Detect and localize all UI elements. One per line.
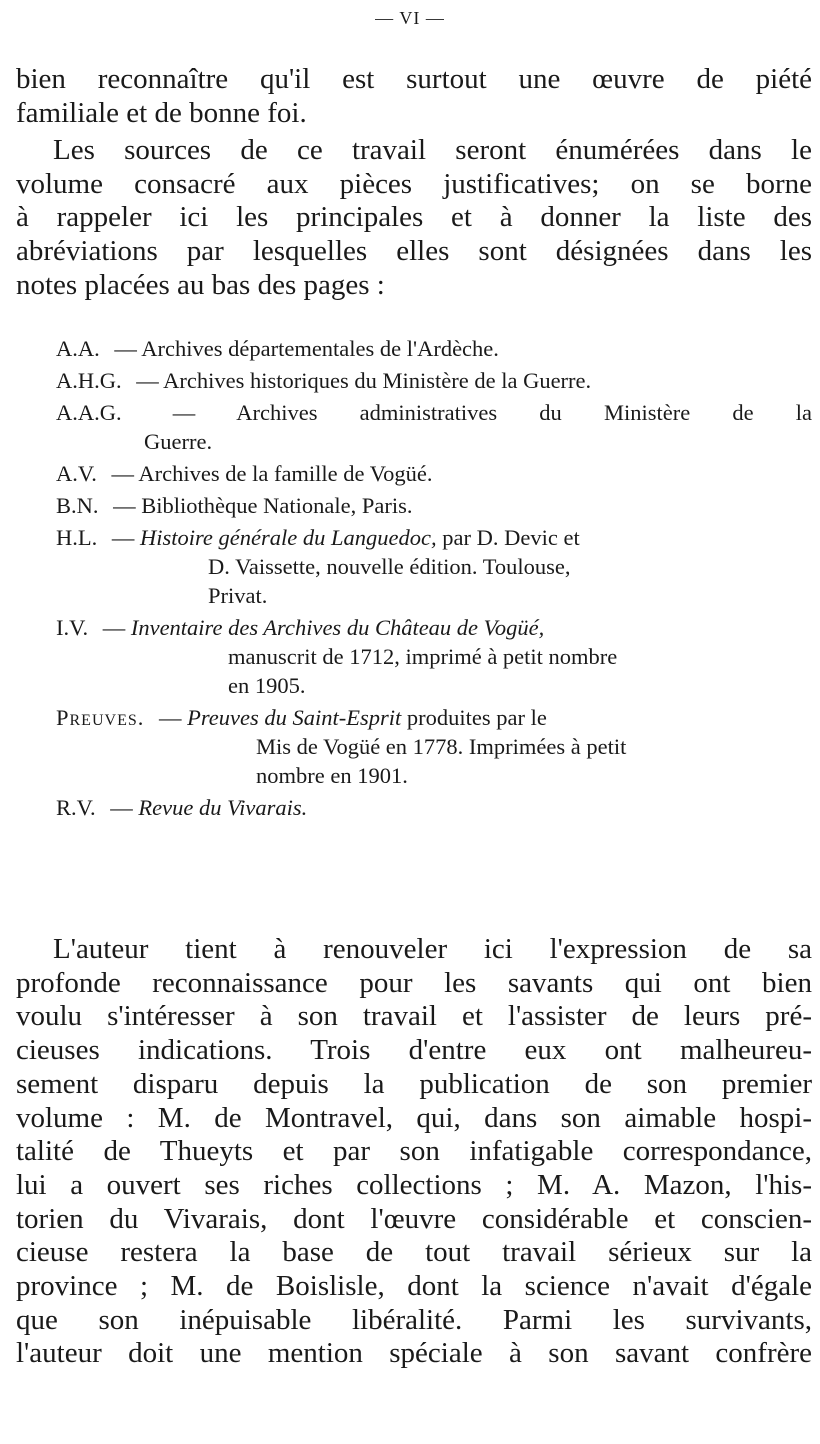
abbreviation-entry bbox=[56, 398, 812, 456]
abbreviation-key: B.N. bbox=[56, 493, 99, 518]
abbreviation-key: R.V. bbox=[56, 795, 96, 820]
abbreviation-key: I.V. bbox=[56, 615, 89, 640]
abbreviation-key: A.A. bbox=[56, 336, 100, 361]
abbreviation-key: Preuves. bbox=[56, 705, 145, 730]
text-line: bien reconnaître qu'il est surtout une œuvre de piété bbox=[16, 63, 812, 95]
text-line: Les sources de ce travail seront énumérées dans le bbox=[53, 134, 812, 166]
abbreviation-text: Archives départementales de l'Ardèche. bbox=[141, 336, 499, 361]
abbreviation-key: A.V. bbox=[56, 461, 97, 486]
paragraph-sources bbox=[16, 134, 812, 303]
abbreviation-entry bbox=[56, 366, 812, 395]
text-line: L'auteur tient à renouveler ici l'expression de sa bbox=[53, 933, 812, 965]
abbreviation-entry bbox=[56, 793, 812, 822]
abbreviation-title: Inventaire des Archives du Château de Vogüé, bbox=[130, 615, 545, 640]
abbreviation-text: manuscrit de 1712, imprimé à petit nombre bbox=[228, 644, 618, 669]
abbreviation-text: Archives historiques du Ministère de la Guerre. bbox=[163, 368, 592, 393]
abbreviation-title: Preuves du Saint-Esprit bbox=[187, 705, 402, 730]
text-line: cieuse restera la base de tout travail sérieux sur la bbox=[16, 1236, 812, 1269]
abbreviation-text: Archives administratives du Ministère de la bbox=[236, 400, 812, 425]
text-line: à rappeler ici les principales et à donner la liste des bbox=[16, 201, 812, 234]
text-line: talité de Thueyts et par son infatigable correspondance, bbox=[16, 1135, 812, 1168]
abbreviation-text: Archives de la famille de Vogüé. bbox=[138, 461, 433, 486]
abbreviation-text: Privat. bbox=[208, 583, 268, 608]
abbreviation-entry bbox=[56, 491, 812, 520]
dash: — bbox=[110, 795, 133, 820]
page-number: — VI — bbox=[375, 8, 445, 28]
abbreviation-text: par D. Devic et bbox=[436, 525, 580, 550]
text-line: province ; M. de Boislisle, dont la science n'avait d'égale bbox=[16, 1270, 812, 1303]
dash: — bbox=[111, 525, 135, 550]
text-line: lui a ouvert ses riches collections ; M. A. Mazon, l'his- bbox=[16, 1168, 812, 1201]
abbreviation-entry bbox=[56, 613, 812, 700]
text-line: que son inépuisable libéralité. Parmi les survivants, bbox=[16, 1303, 812, 1336]
dash: — bbox=[172, 400, 196, 425]
dash: — bbox=[136, 368, 159, 393]
abbreviation-entry bbox=[56, 703, 812, 790]
abbreviation-list bbox=[56, 334, 812, 825]
dash: — bbox=[111, 461, 134, 486]
paragraph-intro-end bbox=[16, 63, 812, 130]
text-line: voulu s'intéresser à son travail et l'assister de leurs pré- bbox=[16, 1000, 812, 1033]
dash: — bbox=[113, 493, 136, 518]
text-line: abréviations par lesquelles elles sont désignées dans les bbox=[16, 235, 812, 268]
abbreviation-text: en 1905. bbox=[228, 673, 306, 698]
abbreviation-title: Revue du Vivarais. bbox=[138, 795, 308, 820]
text-line: notes placées au bas des pages : bbox=[16, 268, 385, 301]
paragraph-acknowledgements bbox=[16, 933, 812, 1371]
abbreviation-entry bbox=[56, 334, 812, 363]
abbreviation-key: H.L. bbox=[56, 525, 98, 550]
text-line: profonde reconnaissance pour les savants qui ont bien bbox=[16, 966, 812, 999]
abbreviation-title: Histoire générale du Languedoc, bbox=[140, 525, 437, 550]
abbreviation-entry bbox=[56, 459, 812, 488]
abbreviation-text: D. Vaissette, nouvelle édition. Toulouse, bbox=[208, 554, 571, 579]
dash: — bbox=[114, 336, 137, 361]
text-line: torien du Vivarais, dont l'œuvre considérable et conscien- bbox=[16, 1202, 812, 1235]
abbreviation-key: A.A.G. bbox=[56, 400, 122, 425]
abbreviation-entry bbox=[56, 523, 812, 610]
abbreviation-text: Bibliothèque Nationale, Paris. bbox=[141, 493, 413, 518]
text-line: volume consacré aux pièces justificatives; on se borne bbox=[16, 167, 812, 200]
abbreviation-key: A.H.G. bbox=[56, 368, 122, 393]
abbreviation-text: Guerre. bbox=[144, 429, 213, 454]
dash: — bbox=[159, 705, 182, 730]
text-line: cieuses indications. Trois d'entre eux ont malheureu- bbox=[16, 1034, 812, 1067]
abbreviation-text: produites par le bbox=[401, 705, 547, 730]
abbreviation-text: Mis de Vogüé en 1778. Imprimées à petit bbox=[256, 734, 627, 759]
text-line: familiale et de bonne foi. bbox=[16, 96, 307, 129]
text-line: sement disparu depuis la publication de son premier bbox=[16, 1067, 812, 1100]
dash: — bbox=[102, 615, 126, 640]
abbreviation-text: nombre en 1901. bbox=[256, 763, 408, 788]
text-line: volume : M. de Montravel, qui, dans son aimable hospi- bbox=[16, 1101, 812, 1134]
text-line: l'auteur doit une mention spéciale à son savant confrère bbox=[16, 1337, 812, 1370]
